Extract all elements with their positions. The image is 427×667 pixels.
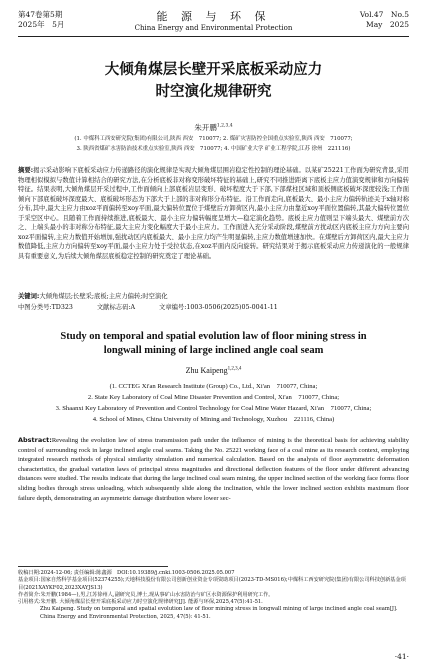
keywords-cn	[18, 292, 409, 302]
affiliation-cn-1: (1. 中煤科工西安研究院(集团)有限公司,陕西 西安 710077; 2. 煤矿灾害防控全国重点实验室,陕西 西安 710077;	[74, 136, 353, 142]
title-cn-line1: 大倾角煤层长壁开采底板采动应力	[104, 62, 323, 78]
abstract-cn-label: 摘要:	[18, 167, 34, 174]
author-cn-name: 朱开鹏	[194, 123, 217, 132]
vol-no-en: Vol.47 No.5	[359, 10, 409, 19]
affiliation-en-3: 3. Shaanxi Key Laboratory of Prevention and Control Technology for Coal Mine Water Hazard, Xi'an 710077, China;	[55, 405, 372, 412]
footnote-citation-cn: 引用格式:朱开鹏. 大倾角煤层长壁开采底板采动应力时空演化规律研究[J]. 能源与环保,2025,47(5):41-51.	[18, 599, 263, 606]
abstract-en-label: Abstract:	[18, 436, 52, 444]
title-en-line2: longwall mining of large inclined angle coal seam	[103, 345, 324, 356]
affiliation-en-4: 4. School of Mines, China University of Mining and Technology, Xuzhou 221116, China)	[92, 416, 335, 423]
footnote-author-bio: 作者简介:朱开鹏(1984—),男,江苏徐州人,副研究员,博士,现从事矿山水害防治与矿区水资源保护利用研究工作。	[18, 591, 274, 598]
author-cn	[0, 122, 427, 133]
author-en-sup: 1,2,3,4	[227, 366, 242, 372]
date-en: May 2025	[366, 20, 409, 29]
journal-name-cn: 能 源 与 环 保	[156, 10, 271, 23]
journal-name-en: China Energy and Environmental Protection	[134, 24, 293, 32]
volume-issue-en	[360, 10, 409, 30]
abstract-en	[18, 436, 409, 552]
classification-row	[18, 303, 409, 313]
author-en	[0, 366, 427, 375]
author-cn-sup: 1,2,3,4	[216, 123, 233, 129]
footnote-funding: 基金项目:国家自然科学基金项目(52374255);天地科技股份有限公司创新创业资金专项资助项目(2023-TD-MS016);中煤科工西安研究院(集团)有限公司科技创新基金项目(2021XAYKF02,2023XAYJS13)	[18, 577, 406, 591]
affiliation-en-2: 2. State Key Laboratory of Coal Mine Disaster Prevention and Control, Xi'an 710077, China;	[87, 394, 340, 401]
title-en-line1: Study on temporal and spatial evolution law of floor mining stress in	[60, 331, 367, 342]
classification-number: 中图分类号:TD323	[18, 304, 73, 311]
abstract-cn	[18, 166, 409, 290]
volume-issue-cn: 第47卷第5期	[18, 10, 63, 19]
title-cn-line2: 时空演化规律研究	[155, 84, 272, 100]
article-number: 文章编号:1003-0506(2025)05-0041-11	[159, 304, 278, 311]
document-code: 文献标志码:A	[96, 304, 136, 311]
footnotes	[18, 570, 409, 621]
author-en-name: Zhu Kaipeng	[185, 366, 228, 375]
affiliation-en-1: (1. CCTEG Xi'an Research Institute (Group) Co., Ltd., Xi'an 710077, China;	[109, 383, 318, 390]
page-number: ·41·	[394, 652, 409, 661]
footnote-rule	[18, 566, 168, 567]
date-cn: 2025年 5月	[18, 20, 65, 29]
abstract-en-text: Revealing the evolution law of stress transmission path under the influence of mining is the theoretical basis for achieving stability control of surrounding rock in large inclined angle coal seams. Taking the No. 25221 working face of a coal mine as its research context, employing integrated research methods of physical similarity simulation and numerical calculation. Based on the analysis of floor asymmetric deformation characteristics, the gradual variation laws of principal stress magnitudes and directional deflection features of the floor under different advancing distances were studied. The results indicate that during the large inclined coal seam mining, the upper inclined section of the working face forms floor sliding bodies through stress unloading, which subsequently slide along the inclination, while the lower inclined section exhibits maximum floor failure depth, demonstrating an asymmetric damage distribution where lower sec-	[18, 437, 409, 502]
keywords-cn-text: 大倾角煤层;长壁采;底板;主应力偏转;时空演化	[39, 293, 168, 300]
footnote-received: 收稿日期:2024-12-06; 责任编辑:陈鑫源 DOI:10.19389/j.cnki.1003-0506.2025.05.007	[18, 570, 235, 576]
abstract-cn-text: 揭示采动影响下底板采动应力传递路径的演化规律是实现大倾角煤层围岩稳定性控制的理论基础。以某矿25221工作面为研究背景,采用物理相似模拟与数值计算相结合的研究方法,在分析底板非对称变形破坏特征的基础上,研究不同推进距离下底板主应力值演变规律和方向偏转特征。结果表明,大倾角煤层开采过程中,工作面倾向上部底板岩层变形、破坏程度大于下部,下部煤柱区域和顶板侧底板破坏深度较浅;工作面倾向下部底板破坏深度最大、底板破坏形态为下部大于上部的非对称形分布特征。沿工作面走向,底板最大、最小主应力偏转轨迹关于x轴对称分布,其中,最大主应力由xoz平面偏转至xoy平面,最大偏转位置位于煤壁后方卸荷区内,最小主应力由靠近xoy平面位置偏转,其最大偏转位置位于采空区中心。且随着工作面持续推进,底板最大、最小主应力偏转幅度呈增大—稳定演化趋势。底板主应力值则呈下端头最大、煤壁前方次之、上端头最小的非对称分布特征,最大主应力变化幅度大于最小主应力。工作面进入充分采动阶段,煤壁前方扰动区内底板主应力方向主要向xoz平面偏转,主应力数值开始增加,强扰动区内底板最大、最小主应力均产生明显偏转,主应力数值增速加快。在煤壁后方卸荷区内,最大主应力数值降低,主应力方向偏转至xoy平面,最小主应力处于受拉状态,在xoz平面内反向旋转。研究结果对于揭示底板采动应力传递演化的一般规律具有重要意义,为后续大倾角煤层底板稳定控制的研究奠定了理论基础。	[18, 167, 409, 260]
keywords-cn-label: 关键词:	[18, 293, 40, 300]
header-rule	[18, 36, 409, 37]
footnote-citation-en: Zhu Kaipeng. Study on temporal and spatial evolution law of floor mining stress in longwall mining of large inclined angle coal seam[J]. China Energy and Environmental Protection, 2025, 47(5): 41-51.	[40, 606, 398, 620]
affiliation-cn-2: 3. 陕西省煤矿水害防治技术重点实验室,陕西 西安 710077; 4. 中国矿业大学 矿业工程学院,江苏 徐州 221116)	[76, 146, 351, 152]
